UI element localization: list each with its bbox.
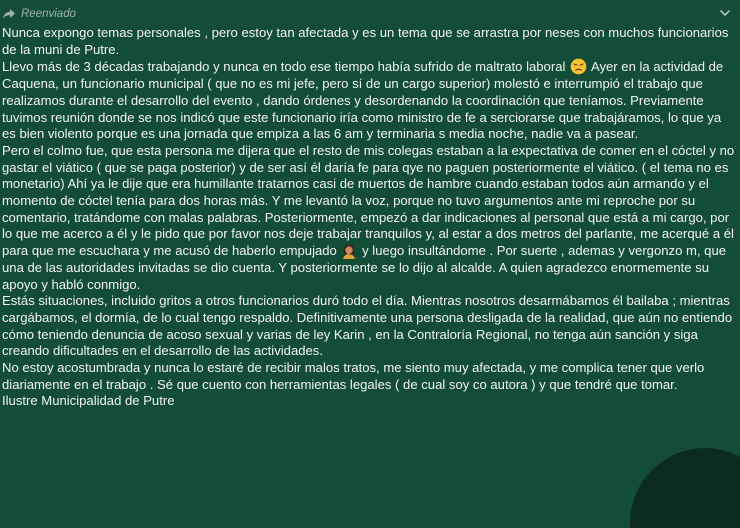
message-paragraph-2 (2, 58, 736, 143)
paragraph-2-end: Ayer en la actividad de Caquena, un funcionario municipal ( que no es mi jefe, pero sí de un cargo superior) molestó e interrumpió el trabajo que realizamos durante el desarrollo del evento , dando órdenes y desordenando la coordinación que teníamos. Previamente tuvimos reunión donde se nos indicó que este funcionario iría como ministro de fe a serciorarse que trabajáramos, lo que ya es bien violento porque es una jornada que empiza a las 6 am y terminaria s media noche, nadie va a pasear. (2, 59, 724, 142)
forwarded-label: Reenviado (21, 8, 76, 20)
bubble-corner-decoration (630, 448, 740, 528)
forward-arrow-icon (2, 8, 16, 20)
paragraph-2-start: Llevo más de 3 décadas trabajando y nunca en todo ese tiempo había sufrido de maltrato laboral (2, 59, 570, 75)
paragraph-3-start: Pero el colmo fue, que esta persona me dijera que el resto de mis colegas estaban a la expectativa de comer en el cóctel y no gastar el viático ( que se paga posterior) y de ser así él daría fe para qye no paguen posteriormente el viático. ( el tema no es monetario) Ahí ya le dije que era humillante tratarnos casi de muertos de hambre cuando estaban todos aún armando y el momento de cóctel tenía para dos horas más. Y me levantó la voz, porque no tuvo argumentos ante mi reproche por su comentario, tratándome con malas palabras. Posteriormente, empezó a dar indicaciones al personal que está a mi cargo, por lo que me acerco a él y le pido que por favor nos deje trabajar tranquilos y, al estar a dos metros del parlante, me acerqué a él para que me escuchara y me acusó de haberlo empujado (2, 142, 735, 259)
chevron-down-icon[interactable] (718, 6, 732, 20)
paragraph-3-end: y luego insultándome . Por suerte , ademas y vergonzo m, que una de las autoridades invitadas se dio cuenta. Y posteriormente se lo dijo al alcalde. A quien agradezco enormemente su apoyo y habló conmigo. (2, 243, 727, 292)
message-paragraph-3 (2, 143, 736, 293)
forwarded-indicator (2, 6, 76, 22)
woman-facepalming-emoji (341, 243, 357, 259)
message-text (2, 25, 736, 410)
message-paragraph-1: Nunca expongo temas personales , pero estoy tan afectada y es un tema que se arrastra por neses con muchos funcionarios de la muni de Putre. (2, 25, 729, 57)
message-signature: Ilustre Municipalidad de Putre (2, 393, 175, 409)
message-paragraph-4: Estás situaciones, incluido gritos a otros funcionarios duró todo el día. Mientras nosotros desarmábamos él bailaba ; mientras cargábamos, el dormía, de lo cual tengo respaldo. Definitivamente una persona desligada de la realidad, que aún no entiendo cómo teniendo denuncia de acoso sexual y varias de ley Karin , en la Contraloría Regional, no tenga aún sanción y siga creando dificultades en el desarrollo de las actividades. (2, 293, 733, 359)
disappointed-face-emoji (570, 58, 587, 75)
message-paragraph-5: No estoy acostumbrada y nunca lo estaré de recibir malos tratos, me siento muy afectada, y me complica tener que verlo diariamente en el trabajo . Sé que cuento con herramientas legales ( de cual soy co autora ) y que tendré que tomar. (2, 360, 705, 392)
